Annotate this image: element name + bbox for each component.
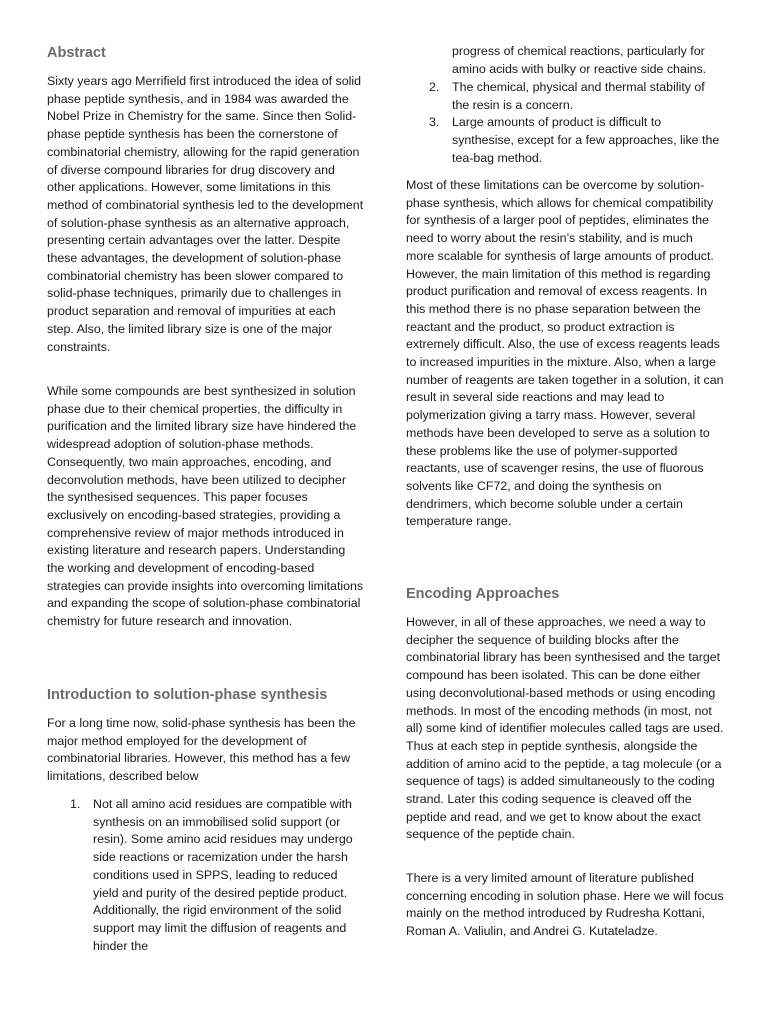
list-item-continuation — [406, 43, 724, 78]
encoding-paragraph-1: However, in all of these approaches, we need a way to decipher the sequence of building blocks after the combinatorial library has been synthesised and the target compound has been isolated. This can be done either using deconvolutional-based methods or using encoding methods. In most of the encoding methods (in most, not all) some kind of identifier molecules called tags are used. Thus at each step in peptide synthesis, alongside the addition of amino acid to the peptide, a tag molecule (or a sequence of tags) is added simultaneously to the coding strand. Later this coding sequence is cleaved off the peptide and read, and we get to know about the exact sequence of the peptide chain. — [406, 615, 724, 842]
abstract-heading: Abstract — [47, 45, 106, 61]
list-item — [406, 114, 724, 167]
limitations-list — [47, 796, 365, 955]
list-item-text: Not all amino acid residues are compatible with synthesis on an immobilised solid support (or resin). Some amino acid residues may undergo side reactions or racemization under the harsh conditions used in SPPS, leading to reduced yield and purity of the desired peptide product. Additionally, the rigid environment of the solid support may limit the diffusion of reagents and hinder the — [93, 797, 353, 953]
list-number: 1. — [70, 797, 81, 811]
abstract-paragraph-1: Sixty years ago Merrifield first introduced the idea of solid phase peptide synthesis, and in 1984 was awarded the Nobel Prize in Chemistry for the same. Since then Solid-phase peptide synthesis has been the cornerstone of combinatorial chemistry, allowing for the rapid generation of diverse compound libraries for drug discovery and other applications. However, some limitations in this method of combinatorial synthesis led to the development of solution-phase synthesis as an alternative approach, presenting certain advantages over the latter. Despite these advantages, the development of solution-phase combinatorial chemistry has been slower compared to solid-phase techniques, primarily due to challenges in product separation and removal of impurities at each step. Also, the limited library size is one of the major constraints. — [47, 74, 364, 354]
list-item — [406, 79, 724, 114]
intro-paragraph-1: For a long time now, solid-phase synthesis has been the major method employed for the development of combinatorial libraries. However, this method has a few limitations, described below — [47, 716, 356, 784]
encoding-heading: Encoding Approaches — [406, 586, 560, 602]
list-number: 3. — [429, 115, 440, 130]
abstract-paragraph-2: While some compounds are best synthesized in solution phase due to their chemical properties, the difficulty in purification and the limited library size have hindered the widespread adoption of solution-phase methods. Consequently, two main approaches, encoding, and deconvolution methods, have been utilized to decipher the synthesised sequences. This paper focuses exclusively on encoding-based strategies, providing a comprehensive review of major methods introduced in existing literature and research papers. Understanding the working and development of encoding-based strategies can provide insights into overcoming limitations and expanding the scope of solution-phase combinatorial chemistry for future research and innovation. — [47, 384, 364, 629]
list-item-text: progress of chemical reactions, particularly for amino acids with bulky or reactive side chains. — [452, 44, 707, 76]
intro-paragraph-2: Most of these limitations can be overcome by solution-phase synthesis, which allows for chemical compatibility for synthesis of a larger pool of peptides, eliminates the need to worry about the resin’s stability, and is much more scalable for synthesis of large amounts of product. However, the main limitation of this method is regarding product purification and removal of excess reagents. In this method there is no phase separation between the reactant and the product, so product extraction is extremely difficult. Also, the use of excess reagents leads to increased impurities in the mixture. Also, when a large number of reagents are taken together in a solution, it can result in several side reactions and may lead to polymerization giving a tarry mass. However, several methods have been developed to serve as a solution to these problems like the use of polymer-supported reactants, use of scavenger resins, the use of fluorous solvents like CF72, and doing the synthesis on dendrimers, which become soluble under a certain temperature range. — [406, 178, 724, 529]
intro-heading: Introduction to solution-phase synthesis — [47, 687, 328, 703]
list-item-text: The chemical, physical and thermal stability of the resin is a concern. — [452, 80, 705, 112]
list-item-text: Large amounts of product is difficult to synthesise, except for a few approaches, like the tea-bag method. — [452, 115, 720, 165]
list-item — [47, 796, 365, 955]
limitations-list-continued — [406, 79, 724, 168]
list-number: 2. — [429, 80, 440, 94]
encoding-paragraph-2: There is a very limited amount of literature published concerning encoding in solution phase. Here we will focus mainly on the method introduced by Rudresha Kottani, Roman A. Valiulin, and Andrei G. Kutateladze. — [406, 871, 724, 939]
